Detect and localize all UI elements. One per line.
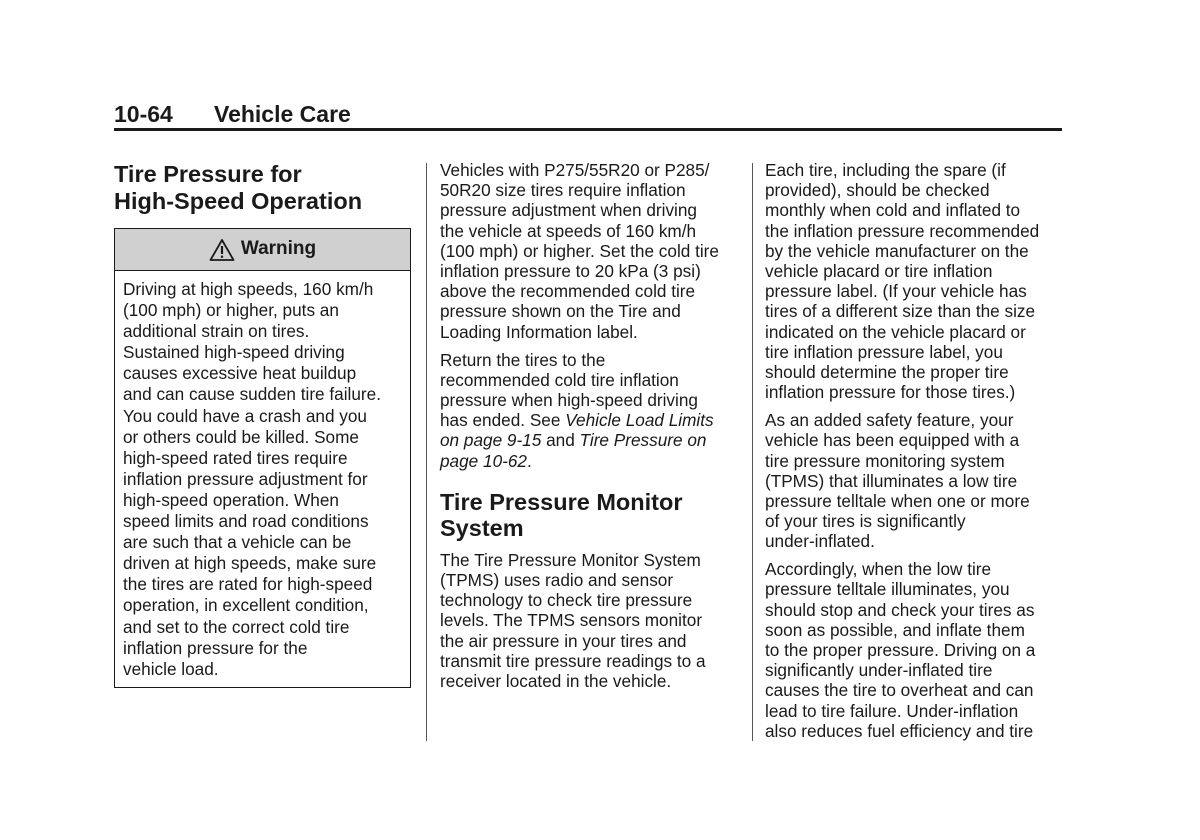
text-line: (TPMS) uses radio and sensor [440,569,674,590]
warning-header [115,229,410,271]
text-line: inflation pressure to 20 kPa (3 psi) [440,261,701,282]
text-line: tire inflation pressure label, you [765,341,1003,362]
text-line: speed limits and road conditions [123,511,369,532]
text-line: soon as possible, and inflate them [765,619,1025,640]
column-3 [765,160,1061,749]
paragraph [765,559,1061,741]
text-line: monthly when cold and inflated to [765,200,1021,221]
text-line: The Tire Pressure Monitor System [440,549,701,570]
text-line: Vehicles with P275/55R20 or P285/ [440,160,710,180]
text-line: driven at high speeds, make sure [123,553,377,574]
section-title: Vehicle Care [214,101,351,127]
text-line: has ended. See [440,410,566,431]
text-line: inflation pressure for the [123,637,308,658]
column-divider [752,163,753,741]
warning-body [115,271,410,687]
column-divider [426,163,427,741]
paragraph [440,550,736,691]
cross-reference-link[interactable]: Vehicle Load Limits [565,410,714,431]
text-line: vehicle placard or tire inflation [765,261,993,282]
section-heading-high-speed [114,161,412,214]
warning-triangle-icon [209,238,235,262]
section-heading-tpms [440,489,736,542]
text-line: 50R20 size tires require inflation [440,180,686,201]
cross-reference-link[interactable]: on page 9-15 [440,430,542,451]
text-line: pressure label. (If your vehicle has [765,281,1027,302]
text-line: should determine the proper tire [765,362,1009,383]
text-line: technology to check tire pressure [440,590,693,611]
text-line: high-speed rated tires require [123,447,348,468]
text-line: the vehicle at speeds of 160 km/h [440,220,697,241]
text-line: also reduces fuel efficiency and tire [765,720,1034,741]
text-line: lead to tire failure. Under-inflation [765,700,1019,721]
text-line: and can cause sudden tire failure. [123,384,381,405]
paragraph [765,410,1061,551]
text-line: tires of a different size than the size [765,301,1036,322]
text-line: indicated on the vehicle placard or [765,321,1026,342]
text-line: pressure telltale illuminates, you [765,579,1010,600]
text-line: tire pressure monitoring system [765,450,1005,471]
text-line: and set to the correct cold tire [123,616,350,637]
heading-line: System [440,515,524,542]
text-line: Driving at high speeds, 160 km/h [123,279,374,299]
text-line: under-inflated. [765,531,875,552]
text-line: to the proper pressure. Driving on a [765,640,1036,661]
text-line: or others could be killed. Some [123,426,359,447]
text-line: pressure when high-speed driving [440,389,698,410]
text-line: are such that a vehicle can be [123,532,352,553]
cross-reference-link[interactable]: page 10-62 [440,450,527,471]
text-line: You could have a crash and you [123,405,367,426]
text-line: transmit tire pressure readings to a [440,650,706,671]
text-line: inflation pressure for those tires.) [765,382,1016,403]
text-line: the tires are rated for high-speed [123,574,373,595]
text-line: inflation pressure adjustment for [123,468,368,489]
text-line: causes the tire to overheat and can [765,680,1034,701]
paragraph [440,160,736,342]
text-line: high-speed operation. When [123,489,339,510]
text-line: recommended cold tire inflation [440,369,679,390]
text-line: causes excessive heat buildup [123,363,357,384]
text-line: operation, in excellent condition, [123,595,369,616]
header-rule [114,128,1062,131]
text-line: pressure adjustment when driving [440,200,697,221]
page-header [114,101,1062,131]
text-line: (100 mph) or higher, puts an [123,300,339,321]
text-line: vehicle load. [123,658,219,679]
page-number: 10-64 [114,101,173,127]
text-line: above the recommended cold tire [440,281,696,302]
column-2 [440,160,736,699]
heading-line: Tire Pressure Monitor [440,488,683,515]
text-line: Accordingly, when the low tire [765,559,992,580]
text-line: Return the tires to the [440,349,606,370]
warning-title: Warning [240,238,317,260]
text-line: by the vehicle manufacturer on the [765,240,1029,261]
text-line: levels. The TPMS sensors monitor [440,610,703,631]
text-fragment: . [526,450,532,471]
text-fragment: and [541,430,580,451]
text-line: As an added safety feature, your [765,410,1014,431]
text-line: Loading Information label. [440,321,638,342]
warning-box [114,228,411,688]
text-line: of your tires is significantly [765,511,966,532]
text-line: Each tire, including the spare (if [765,160,1006,180]
paragraph [765,160,1061,402]
text-line: additional strain on tires. [123,321,310,342]
text-line: receiver located in the vehicle. [440,670,672,691]
text-line: Sustained high-speed driving [123,342,345,363]
text-line: pressure shown on the Tire and [440,301,681,322]
text-line: the air pressure in your tires and [440,630,687,651]
cross-reference-link[interactable]: Tire Pressure on [579,430,707,451]
column-1 [114,160,412,688]
text-line: significantly under-inflated tire [765,660,993,681]
text-line: vehicle has been equipped with a [765,430,1020,451]
text-line: (100 mph) or higher. Set the cold tire [440,240,719,261]
text-line: should stop and check your tires as [765,599,1035,620]
text-line: the inflation pressure recommended [765,220,1040,241]
text-line: provided), should be checked [765,180,990,201]
text-line: (TPMS) that illuminates a low tire [765,470,1018,491]
text-line: pressure telltale when one or more [765,490,1030,511]
paragraph [440,350,736,471]
heading-line: Tire Pressure for [114,161,302,187]
heading-line: High-Speed Operation [114,187,363,214]
